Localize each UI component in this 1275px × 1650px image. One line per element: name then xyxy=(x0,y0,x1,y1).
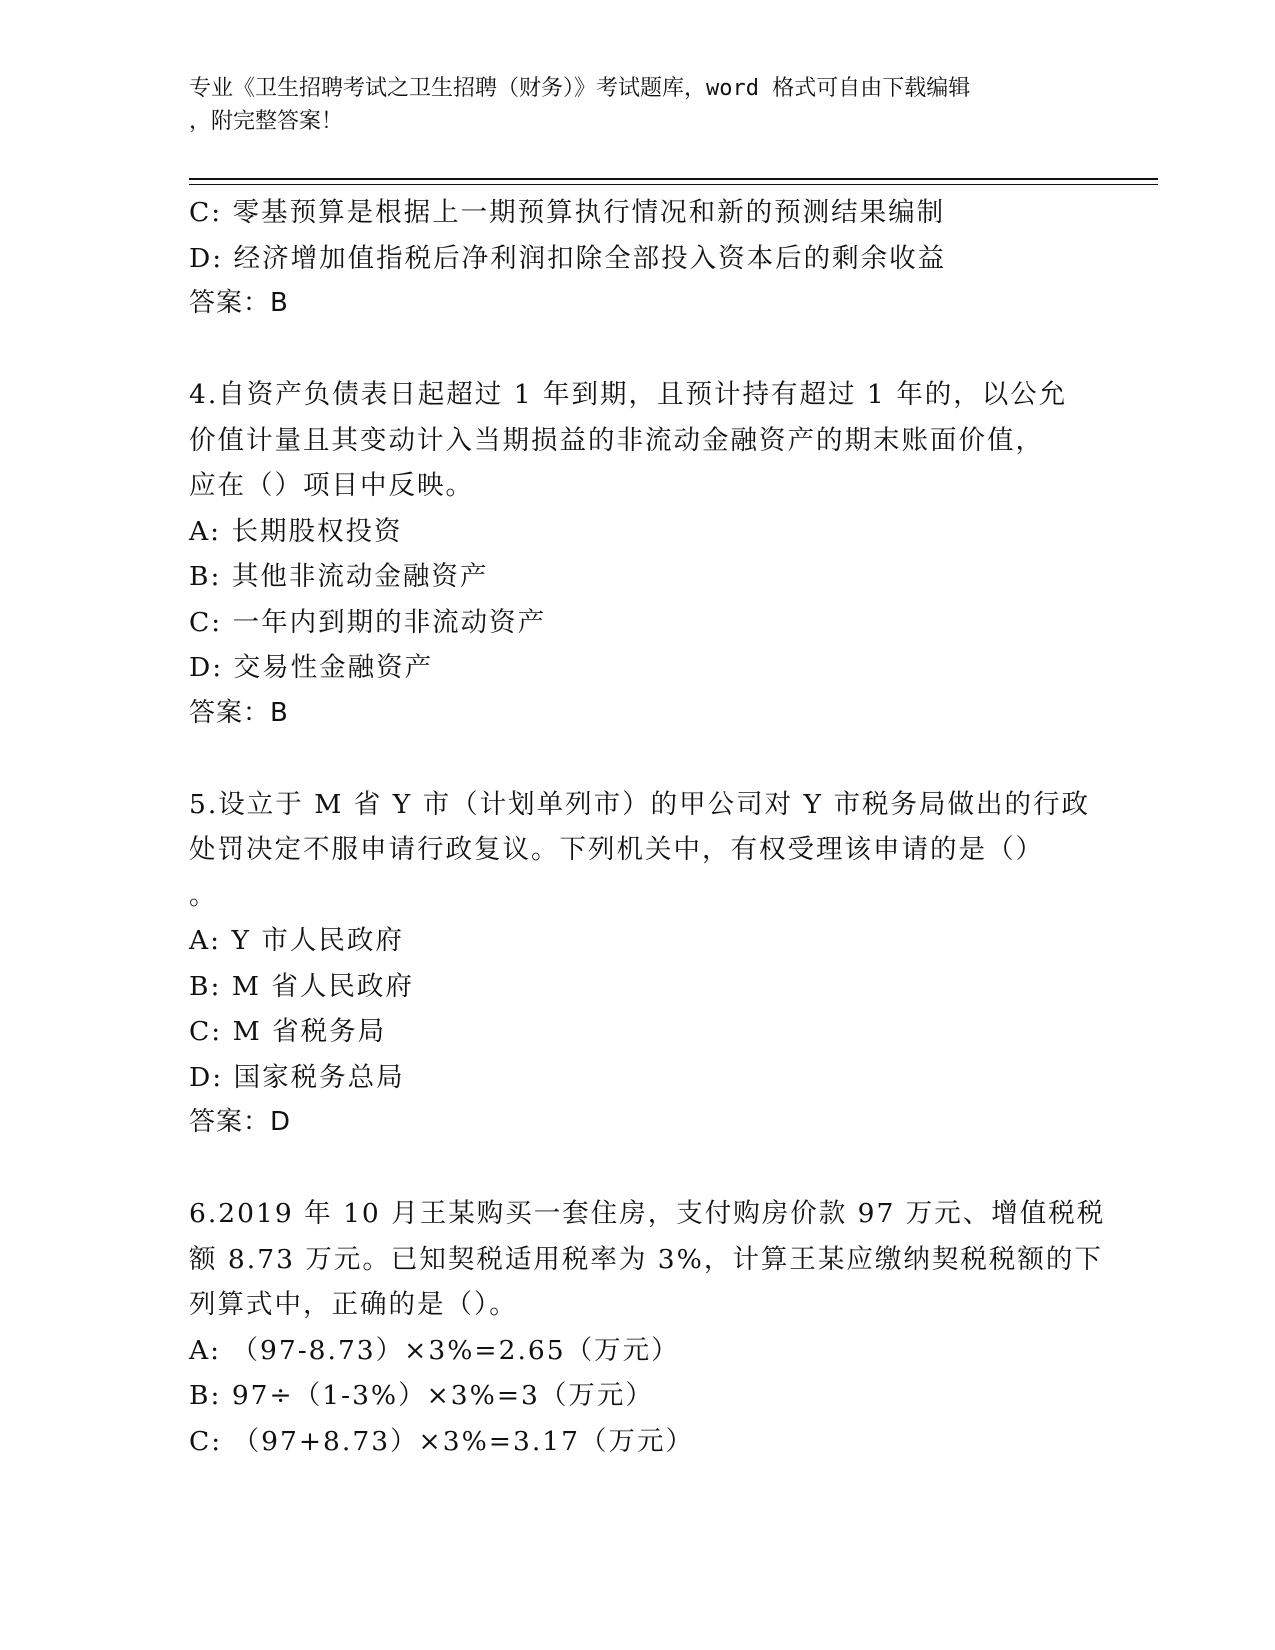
question-stem-line-1: 6.2019 年 10 月王某购买一套住房，支付购房价款 97 万元、增值税税 xyxy=(189,1198,1106,1229)
option-a: A: 长期股权投资 xyxy=(189,515,403,547)
question-5 xyxy=(189,782,1089,1146)
answer: 答案：B xyxy=(189,697,289,728)
question-stem-line-3: 。 xyxy=(189,879,218,911)
answer: 答案：D xyxy=(189,1107,292,1137)
header-rule-thick xyxy=(189,178,1158,180)
option-a: A: （97-8.73）×3%=2.65（万元） xyxy=(189,1334,680,1366)
question-stem-line-3: 应在（）项目中反映。 xyxy=(189,470,474,501)
option-d: D: 交易性金融资产 xyxy=(189,652,434,683)
option-c: C: 一年内到期的非流动资产 xyxy=(189,606,547,638)
spacer xyxy=(189,736,1089,782)
spacer xyxy=(189,327,1089,373)
option-d: D: 经济增加值指税后净利润扣除全部投入资本后的剩余收益 xyxy=(189,242,947,274)
question-stem-line-2: 额 8.73 万元。已知契税适用税率为 3%，计算王某应缴纳契税税额的下 xyxy=(189,1243,1103,1275)
question-3 xyxy=(189,190,1089,327)
option-c: C: 零基预算是根据上一期预算执行情况和新的预测结果编制 xyxy=(189,197,946,228)
question-stem-line-1: 5.设立于 M 省 Y 市（计划单列市）的甲公司对 Y 市税务局做出的行政 xyxy=(189,788,1090,820)
option-b: B: 其他非流动金融资产 xyxy=(189,561,489,592)
spacer xyxy=(189,1146,1089,1192)
header-rule-thin xyxy=(189,184,1158,185)
question-6 xyxy=(189,1191,1106,1464)
document-header xyxy=(189,72,1089,138)
option-d: D: 国家税务总局 xyxy=(189,1061,405,1093)
header-line-2: ，附完整答案！ xyxy=(189,109,344,134)
option-c: C: （97+8.73）×3%=3.17（万元） xyxy=(189,1425,695,1457)
option-b: B: M 省人民政府 xyxy=(189,970,414,1002)
question-stem-line-1: 4.自资产负债表日起超过 1 年到期，且预计持有超过 1 年的，以公允 xyxy=(189,379,1068,410)
option-c: C: M 省税务局 xyxy=(189,1016,387,1047)
question-list xyxy=(189,190,1106,1464)
question-stem-line-2: 处罚决定不服申请行政复议。下列机关中，有权受理该申请的是（） xyxy=(189,834,1044,865)
header-line-1: 专业《卫生招聘考试之卫生招聘（财务）》考试题库，word 格式可自由下载编辑 xyxy=(189,76,971,101)
answer: 答案：B xyxy=(189,288,289,318)
question-stem-line-2: 价值计量且其变动计入当期损益的非流动金融资产的期末账面价值， xyxy=(189,424,1044,456)
option-a: A: Y 市人民政府 xyxy=(189,925,404,956)
option-b: B: 97÷（1-3%）×3%=3（万元） xyxy=(189,1380,654,1411)
question-4 xyxy=(189,372,1089,736)
question-stem-line-3: 列算式中，正确的是（）。 xyxy=(189,1289,518,1320)
